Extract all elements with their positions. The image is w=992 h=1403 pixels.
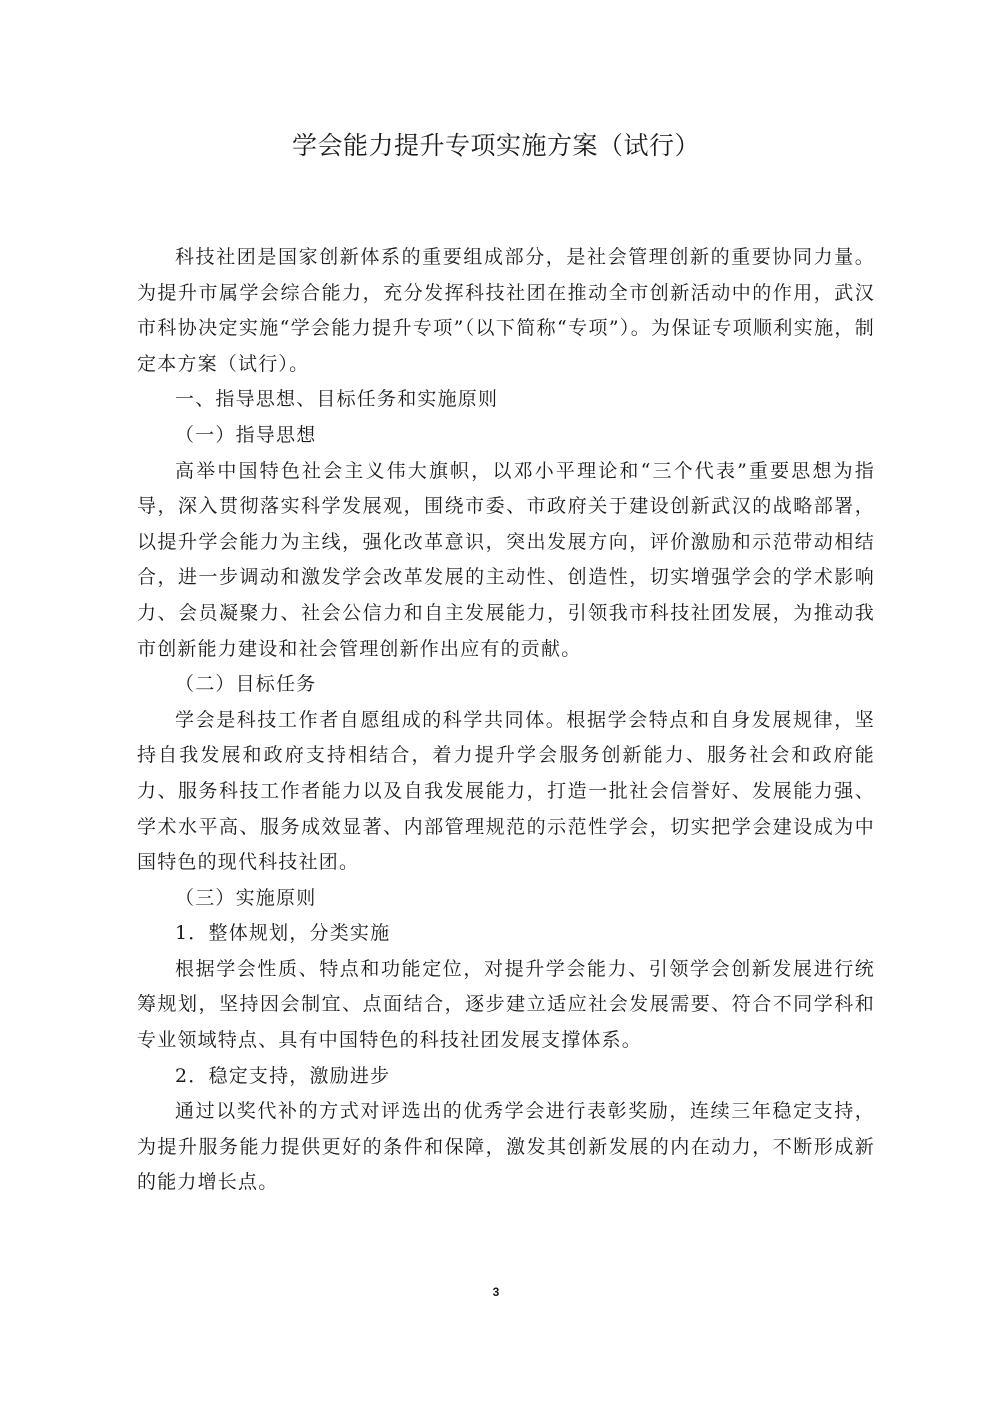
- principle-2-paragraph: 通过以奖代补的方式对评选出的优秀学会进行表彰奖励，连续三年稳定支持，为提升服务能力提供更好的条件和保障，激发其创新发展的内在动力，不断形成新的能力增长点。: [137, 1100, 875, 1194]
- page-number: 3: [492, 1285, 500, 1299]
- guiding-ideology-paragraph: 高举中国特色社会主义伟大旗帜，以邓小平理论和“三个代表”重要思想为指导，深入贯彻落实科学发展观，围绕市委、市政府关于建设创新武汉的战略部署，以提升学会能力为主线，强化改革意识，突出发展方向，评价激励和示范带动相结合，进一步调动和激发学会改革发展的主动性、创造性，切实增强学会的学术影响力、会员凝聚力、社会公信力和自主发展能力，引领我市科技社团发展，为推动我市创新能力建设和社会管理创新作出应有的贡献。: [137, 459, 875, 660]
- principle-heading-2: 2．稳定支持，激励进步: [175, 1064, 391, 1087]
- principle-1-paragraph: 根据学会性质、特点和功能定位，对提升学会能力、引领学会创新发展进行统筹规划，坚持因会制宜、点面结合，逐步建立适应社会发展需要、符合不同学科和专业领域特点、具有中国特色的科技社团发展支撑体系。: [137, 957, 875, 1052]
- document-title: 学会能力提升专项实施方案（试行）: [291, 131, 700, 160]
- goals-paragraph: 学会是科技工作者自愿组成的科学共同体。根据学会特点和自身发展规律，坚持自我发展和政府支持相结合，着力提升学会服务创新能力、服务社会和政府能力、服务科技工作者能力以及自我发展能力，打造一批社会信誉好、发展能力强、学术水平高、服务成效显著、内部管理规范的示范性学会，切实把学会建设成为中国特色的现代科技社团。: [137, 708, 875, 874]
- subsection-heading-guiding-ideology: （一）指导思想: [175, 423, 317, 446]
- subsection-heading-goals: （二）目标任务: [175, 673, 317, 696]
- principle-heading-1: 1．整体规划，分类实施: [175, 922, 391, 945]
- section-heading-1: 一、指导思想、目标任务和实施原则: [175, 388, 499, 411]
- subsection-heading-principles: （三）实施原则: [175, 886, 317, 909]
- document-body: [137, 240, 875, 1201]
- intro-paragraph: 科技社团是国家创新体系的重要组成部分，是社会管理创新的重要协同力量。为提升市属学会综合能力，充分发挥科技社团在推动全市创新活动中的作用，武汉市科协决定实施“学会能力提升专项”（以下简称“专项”）。为保证专项顺利实施，制定本方案（试行）。: [137, 246, 875, 375]
